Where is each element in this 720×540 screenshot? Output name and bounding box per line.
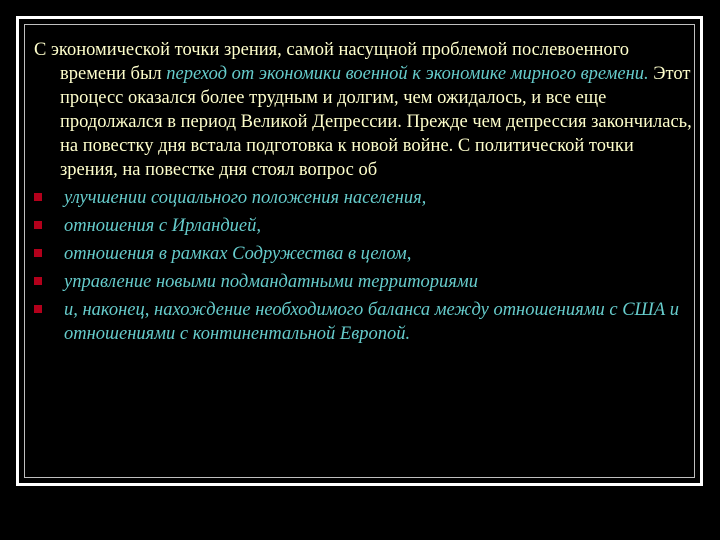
square-bullet-icon — [34, 221, 42, 229]
bullet-item — [34, 214, 694, 238]
intro-text-end: Этот процесс оказался более трудным и долгим, чем ожидалось, и все еще продолжался в период Великой Депрессии. Прежде чем депрессия закончилась, на повестку дня встала подготовка к новой войне. С политической точки зрения, на повестке дня стоял вопрос об — [60, 64, 692, 180]
square-bullet-icon — [34, 305, 42, 313]
square-bullet-icon — [34, 193, 42, 201]
bullet-text: улучшении социального положения населения, — [64, 188, 427, 208]
square-bullet-icon — [34, 277, 42, 285]
bullet-text: отношения в рамках Содружества в целом, — [64, 244, 412, 264]
bullet-text: отношения с Ирландией, — [64, 216, 262, 236]
intro-text-start: С экономической точки зрения, самой насущной проблемой послевоенного времени был — [34, 40, 630, 84]
bullet-item — [34, 298, 694, 346]
intro-paragraph — [34, 38, 694, 182]
bullet-text: и, наконец, нахождение необходимого баланса между отношениями с США и отношениями с континентальной Европой. — [64, 300, 680, 344]
bullet-list — [34, 186, 694, 346]
bullet-item — [34, 186, 694, 210]
slide-content — [34, 38, 694, 350]
square-bullet-icon — [34, 249, 42, 257]
intro-highlight: переход от экономики военной к экономике мирного времени. — [166, 64, 649, 84]
bullet-item — [34, 270, 694, 294]
bullet-item — [34, 242, 694, 266]
bullet-text: управление новыми подмандатными территориями — [64, 272, 478, 292]
